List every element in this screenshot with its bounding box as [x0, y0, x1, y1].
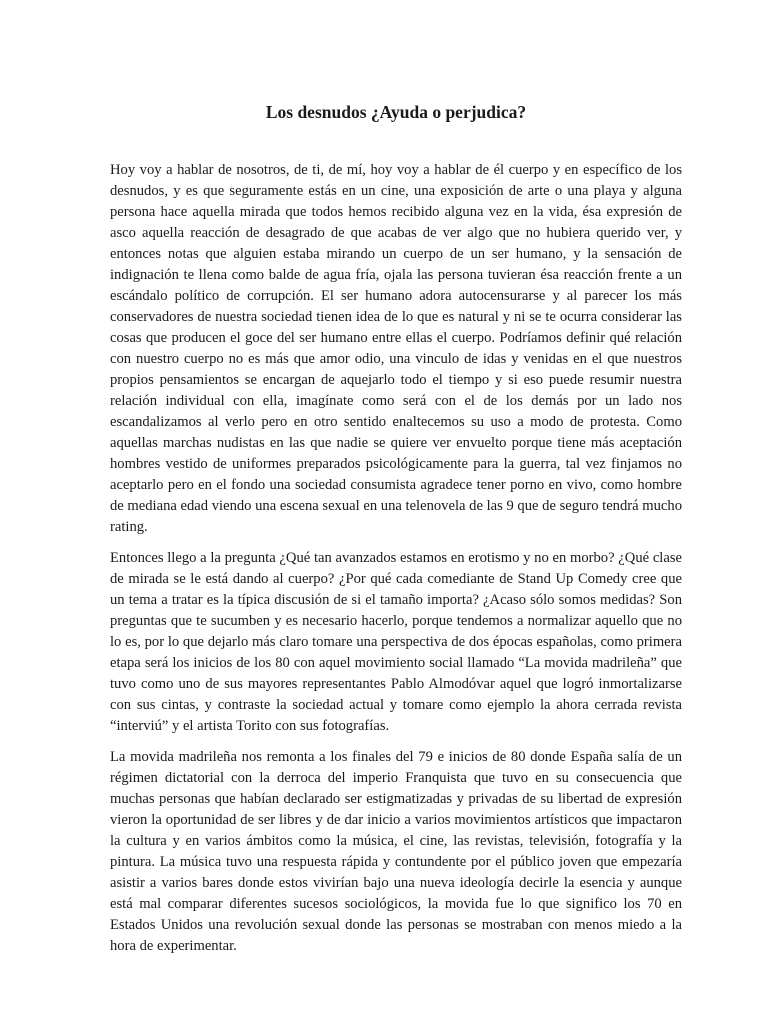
document-title: Los desnudos ¿Ayuda o perjudica?: [265, 102, 527, 122]
paragraph-3: La movida madrileña nos remonta a los finales del 79 e inicios de 80 donde España salía de un régimen dictatorial con la derroca del imperio Franquista que tuvo en su consecuencia que muchas personas que habían declarado ser estigmatizadas y privadas de su libertad de expresión vieron la oportunidad de ser libres y de dar inicio a varios movimientos artísticos que impactaron la cultura y en varios ámbitos como la música, el cine, las revistas, televisión, fotografía y la pintura. La música tuvo una respuesta rápida y contundente por el público joven que empezaría asistir a varios bares donde estos vivirían bajo una nueva ideología decirle la esencia y aunque está mal comparar diferentes sucesos sociológicos, la movida fue lo que significo los 70 en Estados Unidos una revolución sexual donde las personas se mostraban con menos miedo a la hora de experimentar.: [110, 749, 682, 954]
paragraph-1: Hoy voy a hablar de nosotros, de ti, de mí, hoy voy a hablar de él cuerpo y en específico de los desnudos, y es que seguramente estás en un cine, una exposición de arte o una playa y alguna persona hace aquella mirada que todos hemos recibido alguna vez en la vida, ésa expresión de asco aquella reacción de desagrado de que acabas de ver algo que no hubiera querido ver, y entonces notas que alguien estaba mirando un cuerpo de un ser humano, y la sensación de indignación te llena como balde de agua fría, ojala las persona tuvieran ésa reacción frente a un escándalo político de corrupción. El ser humano adora autocensurarse y al parecer los más conservadores de nuestra sociedad tienen idea de lo que es natural y ni se te ocurra considerar las cosas que producen el goce del ser humano entre ellas el cuerpo. Podríamos definir qué relación con nuestro cuerpo no es más que amor odio, una vinculo de idas y venidas en el que nuestros propios pensamientos se encargan de aquejarlo todo el tiempo y si eso puede resumir nuestra relación individual con ella, imagínate como será con el de los demás por un lado nos escandalizamos al verlo pero en otro sentido enaltecemos su uso a modo de protesta. Como aquellas marchas nudistas en las que nadie se quiere ver envuelto porque tiene más aceptación hombres vestido de uniformes preparados psicológicamente para la guerra, tal vez finjamos no aceptarlo pero en el fondo una sociedad consumista agradece tener porno en vivo, como hombre de mediana edad viendo una escena sexual en una telenovela de las 9 que de seguro tendrá mucho rating.: [110, 162, 682, 535]
paragraph-2: Entonces llego a la pregunta ¿Qué tan avanzados estamos en erotismo y no en morbo? ¿Qué clase de mirada se le está dando al cuerpo? ¿Por qué cada comediante de Stand Up Comedy cree que un tema a tratar es la típica discusión de si el tamaño importa? ¿Acaso sólo somos medidas? Son preguntas que te sucumben y es necesario hacerlo, porque tendemos a normalizar aquello que no lo es, por lo que dejarlo más claro tomare una perspectiva de dos épocas españolas, como primera etapa será los inicios de los 80 con aquel movimiento social llamado “La movida madrileña” que tuvo como uno de sus mayores representantes Pablo Almodóvar aquel que logró inmortalizarse con sus cintas, y contraste la sociedad actual y tomare como ejemplo la ahora cerrada revista “interviú” y el artista Torito con sus fotografías.: [110, 550, 682, 734]
